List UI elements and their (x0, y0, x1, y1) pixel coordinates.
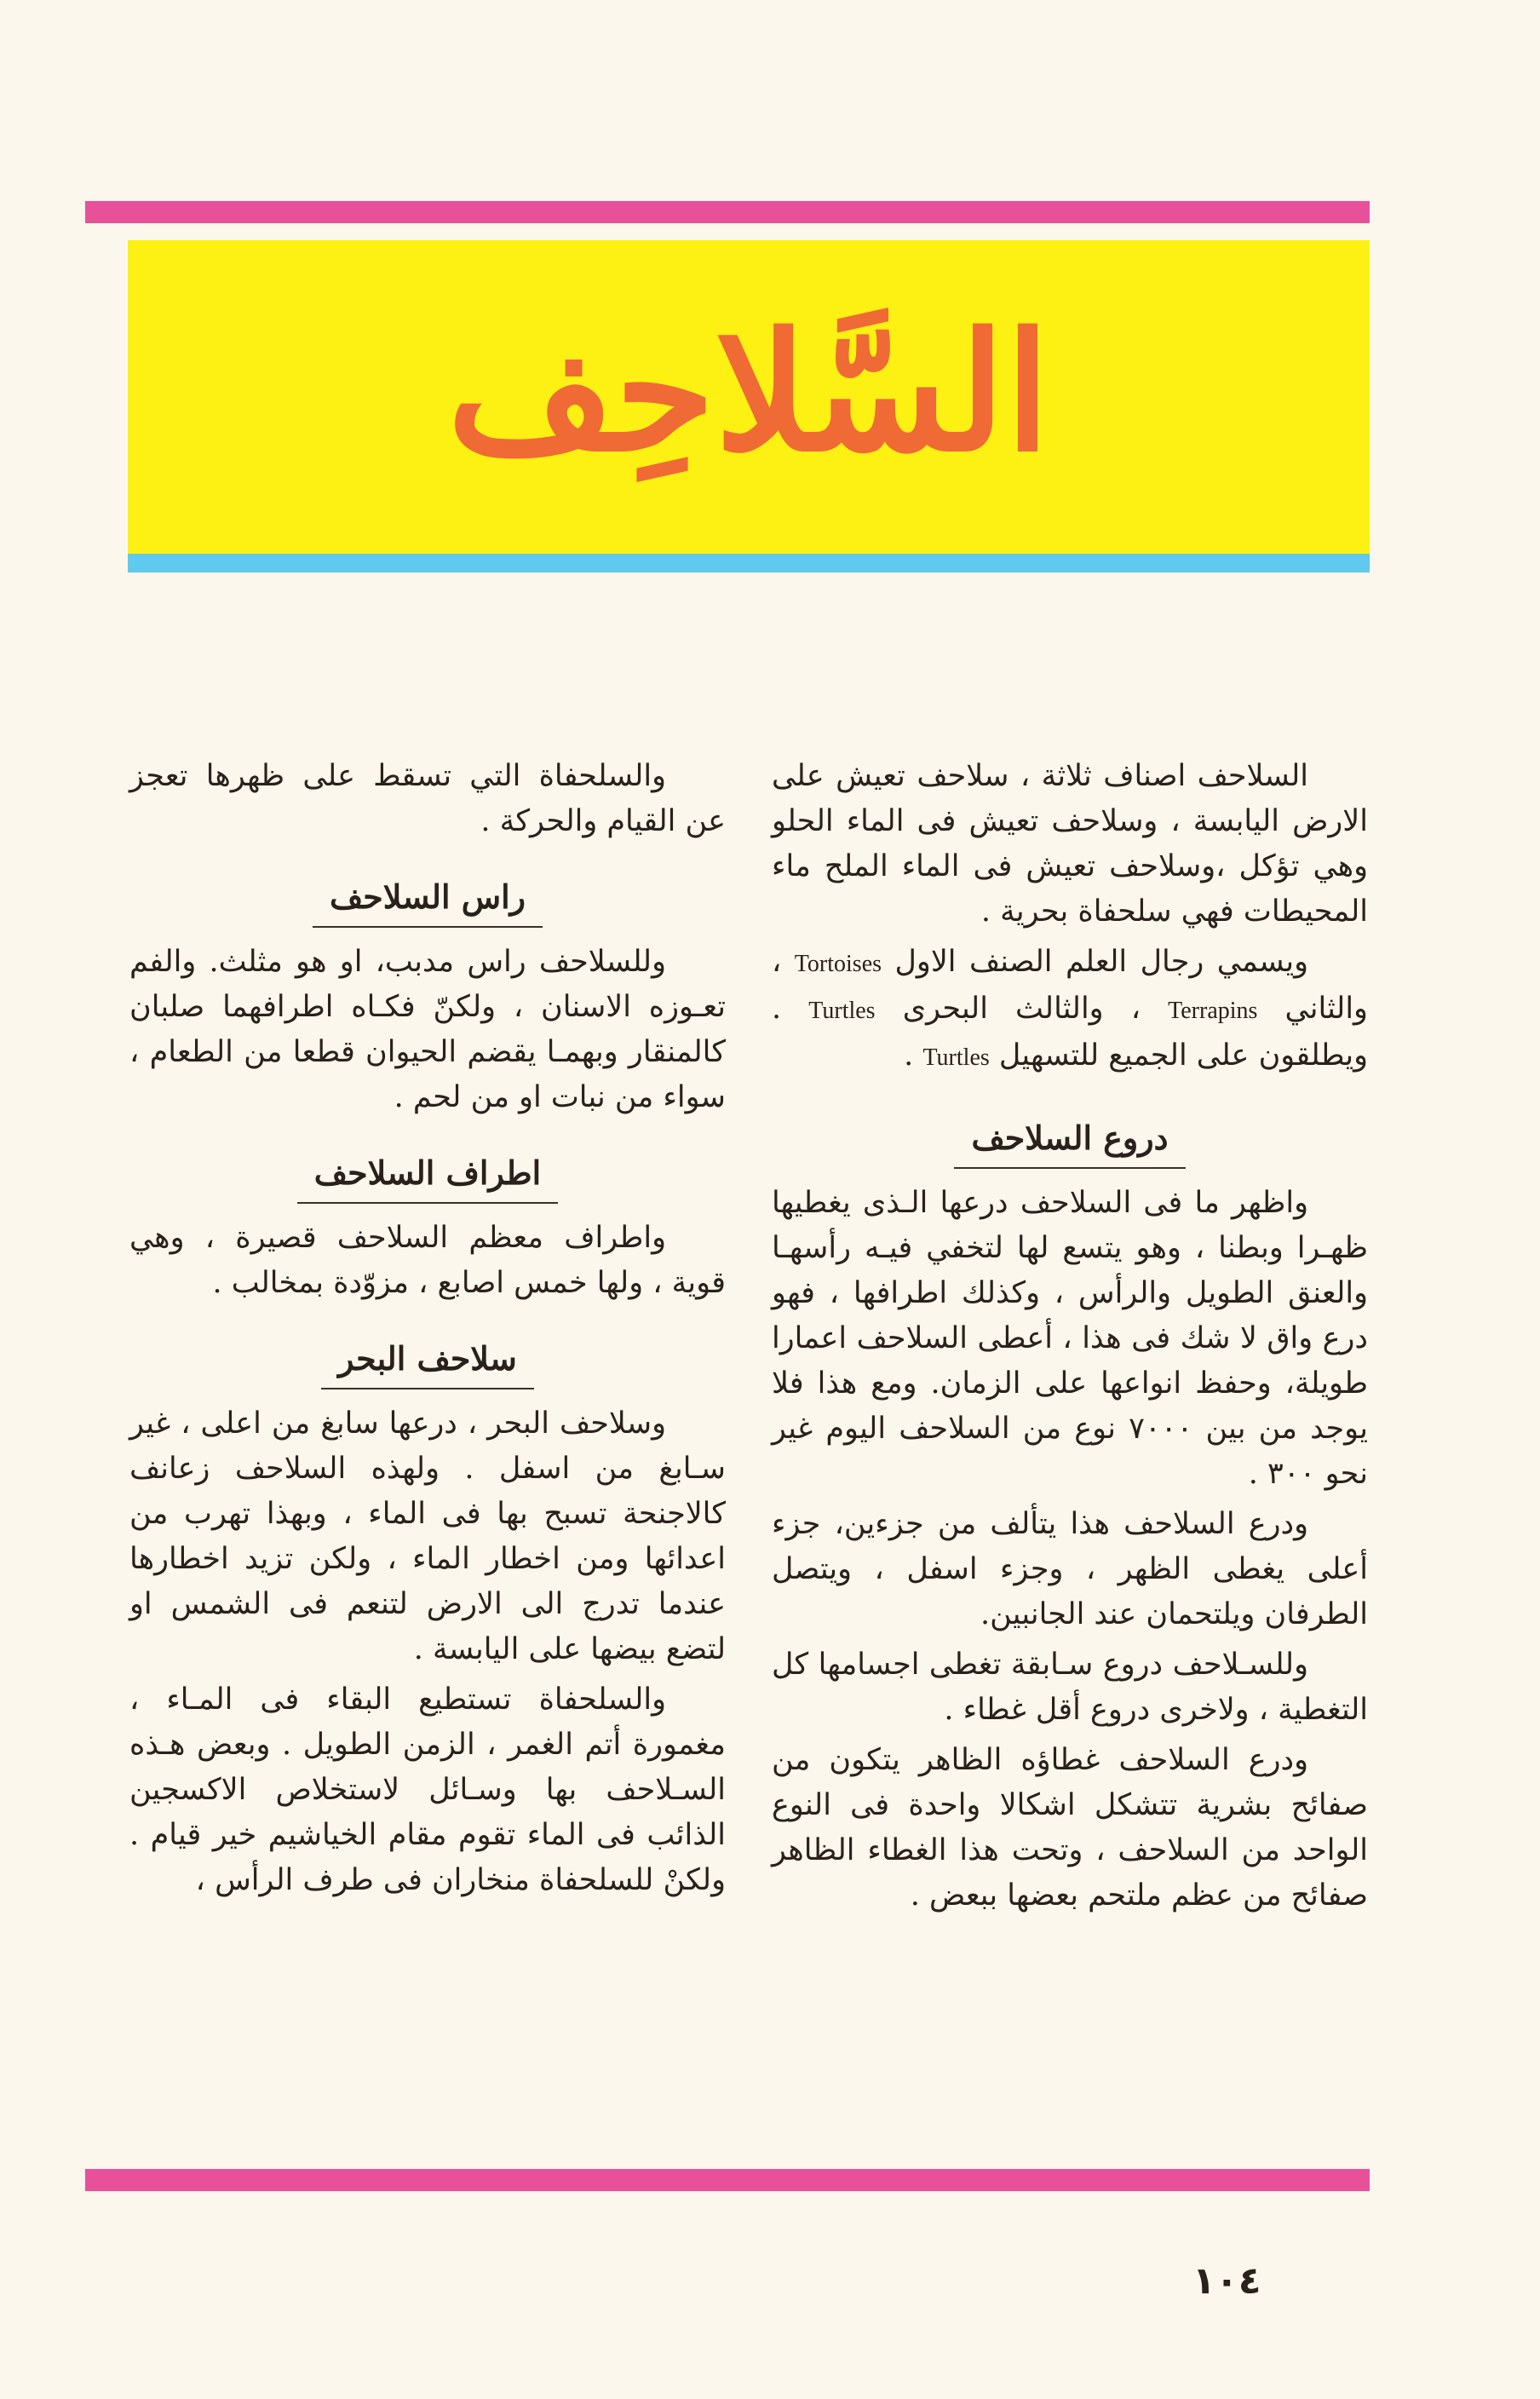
term-terrapins: Terrapins (1168, 998, 1258, 1024)
bottom-pink-rule (85, 2169, 1370, 2191)
section-heading-head: راس السلاحف (129, 873, 726, 928)
armor-paragraph-1: واظهر ما فى السلاحف درعها الـذى يغطيها ظهـرا وبطنا ، وهو يتسع لها لتخفي فيـه رأسهـا والعنق الطويل والرأس ، وكذلك اطرافها ، فهو درع واق لا شك فى هذا ، أعطى السلاحف اعمارا طويلة، وحفظ انواعها على الزمان. ومع هذا فلا يوجد من بين ۷۰۰۰ نوع من السلاحف اليوم غير نحو ۳۰۰ . (772, 1186, 1368, 1491)
continued-paragraph: والسلحفاة التي تسقط على ظهرها تعجز عن القيام والحركة . (129, 759, 726, 838)
term-turtles-general: Turtles (922, 1044, 990, 1071)
head-paragraph: وللسلاحف راس مدبب، او هو مثلث. والفم تعـوزه الاسنان ، ولكنّ فكـاه اطرافهما صلبان كالمنقار وبهمـا يقضم الحيوان قطعا من الطعام ، سواء من نبات او من لحم . (129, 945, 726, 1114)
scientific-names-paragraph (772, 940, 1368, 1080)
page-title: السَّلاحِف (447, 297, 1050, 487)
names-text-1: ويسمي رجال العلم الصنف الاول (894, 945, 1308, 979)
page-number: ١٠٤ (1192, 2259, 1261, 2303)
section-heading-limbs: اطراف السلاحف (129, 1149, 726, 1204)
section-heading-armor: دروع السلاحف (772, 1114, 1368, 1169)
term-tortoises: Tortoises (794, 951, 882, 977)
intro-paragraph: السلاحف اصناف ثلاثة ، سلاحف تعيش على الارض اليابسة ، وسلاحف تعيش فى الماء الحلو وهي تؤكل ،وسلاحف تعيش فى الماء الملح ماء المحيطات فهي سلحفاة بحرية . (772, 759, 1368, 929)
names-text-3: ، والثالث البحرى (902, 992, 1141, 1026)
section-heading-sea-turtles: سلاحف البحر (129, 1335, 726, 1389)
names-text-4: . ويطلقون على الجميع للتسهيل (772, 992, 1368, 1073)
title-banner (128, 240, 1370, 554)
top-pink-rule (85, 201, 1370, 223)
sea-turtles-paragraph-2: والسلحفاة تستطيع البقاء فى المـاء ، مغمورة أتم الغمر ، الزمن الطويل . وبعض هـذه السـلاحف بها وسـائل لاستخلاص الاكسجين الذائب فى الماء تقوم مقام الخياشيم خير قيام . ولكنْ للسلحفاة منخاران فى طرف الرأس ، (129, 1683, 726, 1897)
names-text-5: . (904, 1038, 914, 1073)
armor-paragraph-2: ودرع السلاحف هذا يتألف من جزءين، جزء أعلى يغطى الظهر ، وجزء اسفل ، ويتصل الطرفان ويلتحمان عند الجانبين. (772, 1507, 1368, 1631)
sea-turtles-paragraph-1: وسلاحف البحر ، درعها سابغ من اعلى ، غير سـابغ من اسفل . ولهذه السلاحف زعانف كالاجنحة تسبح بها فى الماء ، وبهذا تهرب من اعدائها ومن اخطار الماء ، ولكن تزيد اخطارها عندما تدرج الى الارض لتنعم فى الشمس او لتضع بيضها على اليابسة . (129, 1407, 726, 1666)
names-text-2: ، والثاني (772, 945, 1368, 1026)
armor-paragraph-4: ودرع السلاحف غطاؤه الظاهر يتكون من صفائح بشرية تتشكل اشكالا واحدة فى النوع الواحد من السلاحف ، وتحت هذا الغطاء الظاهر صفائح من عظم ملتحم بعضها ببعض . (772, 1743, 1368, 1913)
right-column (772, 754, 1368, 1924)
armor-paragraph-3: وللسـلاحف دروع سـابقة تغطى اجسامها كل التغطية ، ولاخرى دروع أقل غطاء . (772, 1648, 1368, 1727)
limbs-paragraph: واطراف معظم السلاحف قصيرة ، وهي قوية ، ولها خمس اصابع ، مزوّدة بمخالب . (129, 1221, 726, 1300)
title-blue-rule (128, 554, 1370, 572)
term-turtles: Turtles (808, 998, 876, 1024)
left-column (129, 754, 726, 1908)
